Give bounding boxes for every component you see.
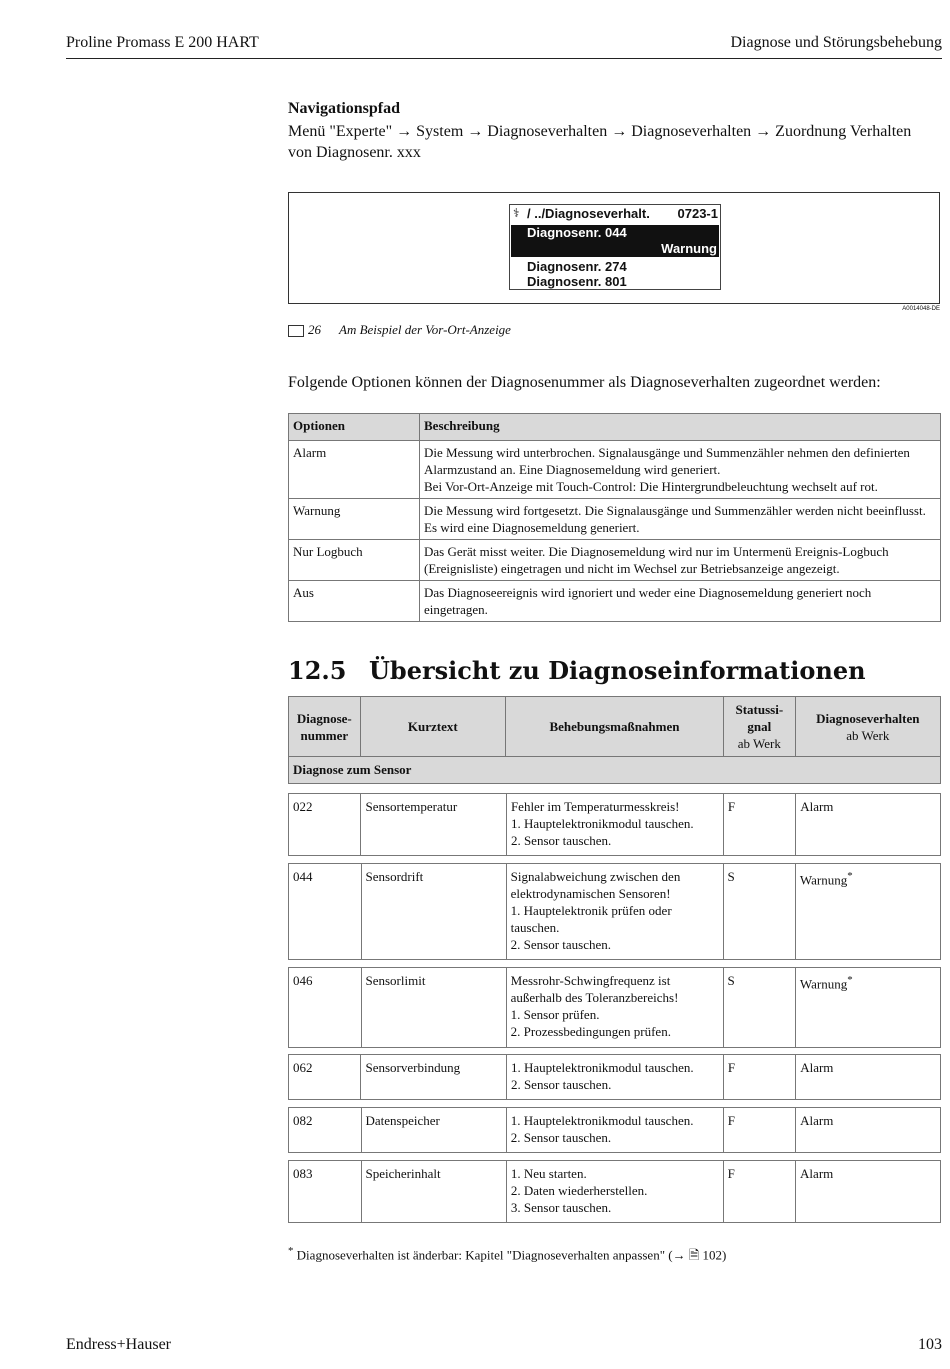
diagnose-nummer: 082 <box>289 1108 362 1153</box>
option-name: Alarm <box>289 441 420 499</box>
massnahme-line: 1. Hauptelektronik prüfen oder tauschen. <box>510 903 672 935</box>
display-figure <box>288 192 940 304</box>
diagnoseverhalten: Alarm <box>796 1161 941 1223</box>
figure-caption <box>288 322 511 338</box>
statussignal: S <box>723 968 795 1048</box>
display-item[interactable]: Diagnosenr. 274 <box>527 259 627 274</box>
display-title: / ../Diagnoseverhalt. <box>527 206 650 221</box>
kurztext: Speicherinhalt <box>361 1161 506 1223</box>
massnahmen <box>506 794 723 856</box>
massnahmen <box>506 1108 723 1153</box>
footnote-text: Diagnoseverhalten ist änderbar: Kapitel "Diagnoseverhalten anpassen" (→ <box>296 1247 686 1263</box>
massnahme-line: 3. Sensor tauschen. <box>510 1200 612 1215</box>
massnahme-line: 2. Sensor tauschen. <box>510 1130 612 1145</box>
navigation-title: Navigationspfad <box>288 100 401 117</box>
option-description: Die Messung wird fortgesetzt. Die Signalausgänge und Summenzähler werden nicht beeinflusst. Es wird eine Diagnosemeldung generiert. <box>420 499 941 540</box>
section-heading: Übersicht zu Diagnoseinformationen <box>369 656 866 685</box>
diagnosis-header-row <box>289 697 941 757</box>
table-row <box>288 1160 941 1223</box>
option-description: Das Gerät misst weiter. Die Diagnosemeldung wird nur im Untermenü Ereignis-Logbuch (Ereignisliste) eingetragen und nicht im Wechsel zur Betriebsanzeige angezeigt. <box>420 540 941 581</box>
massnahme-line: Fehler im Temperaturmesskreis! <box>510 799 680 814</box>
diagnose-nummer: 062 <box>289 1055 361 1100</box>
massnahme-line: 2. Sensor tauschen. <box>510 937 612 952</box>
options-header: Beschreibung <box>420 414 941 441</box>
statussignal: F <box>723 1161 795 1223</box>
footer-brand: Endress+Hauser <box>66 1336 171 1353</box>
description-line: Die Messung wird unterbrochen. Signalausgänge und Summenzähler nehmen den definierten Alarmzustand an. Eine Diagnosemeldung wird generiert. <box>424 445 910 477</box>
header-statussignal-sub: ab Werk <box>737 736 781 751</box>
page-number: 103 <box>918 1336 942 1353</box>
local-display <box>509 204 721 290</box>
footnote-mark: * <box>288 1245 294 1257</box>
option-description <box>420 441 941 499</box>
option-name: Nur Logbuch <box>289 540 420 581</box>
display-selected-label: Diagnosenr. 044 <box>527 225 627 240</box>
statussignal: F <box>723 1055 795 1100</box>
kurztext: Sensorverbindung <box>361 1055 506 1100</box>
table-row <box>289 499 941 540</box>
options-header-row <box>289 414 941 441</box>
kurztext: Sensortemperatur <box>361 794 506 856</box>
diagnoseverhalten <box>795 864 940 960</box>
header-diagnoseverhalten-sub: ab Werk <box>846 727 890 743</box>
statussignal: F <box>723 1108 795 1153</box>
display-selected-value: Warnung <box>661 241 717 256</box>
footnote-mark: * <box>847 870 853 882</box>
display-item[interactable]: Diagnosenr. 801 <box>527 274 627 289</box>
footnote-link[interactable]: 102) <box>702 1247 727 1263</box>
section-title <box>288 656 866 685</box>
massnahmen <box>506 1161 723 1223</box>
massnahme-line: 1. Sensor prüfen. <box>510 1007 600 1022</box>
massnahme-line: 1. Hauptelektronikmodul tauschen. <box>510 1060 694 1075</box>
footnote <box>288 1245 726 1268</box>
header-statussignal <box>723 697 795 757</box>
option-name: Aus <box>289 581 420 622</box>
table-row <box>289 581 941 622</box>
table-row <box>289 540 941 581</box>
diagnoseverhalten: Alarm <box>796 1108 941 1153</box>
massnahmen <box>506 1055 723 1100</box>
description-line: Bei Vor-Ort-Anzeige mit Touch-Control: Die Hintergrundbeleuchtung wechselt auf rot. <box>424 479 878 494</box>
massnahmen <box>506 864 723 960</box>
header-statussignal-label: Statussi-gnal <box>735 702 784 734</box>
figure-id: A0014048-DE <box>902 306 940 312</box>
diagnose-nummer: 022 <box>289 794 361 856</box>
page-icon: 🗎 <box>688 1247 700 1263</box>
header-diagnose-nummer: Diagnose-nummer <box>289 697 361 757</box>
options-header: Optionen <box>289 414 420 441</box>
massnahme-line: 2. Sensor tauschen. <box>510 833 612 848</box>
stethoscope-icon: ⚕ <box>513 206 520 220</box>
massnahme-line: 1. Hauptelektronikmodul tauschen. <box>510 1113 694 1128</box>
footnote-mark: * <box>847 974 853 986</box>
table-row <box>288 863 941 960</box>
header-kurztext: Kurztext <box>360 697 505 757</box>
table-row <box>288 967 941 1048</box>
header-diagnoseverhalten <box>795 697 940 757</box>
massnahmen <box>506 968 723 1048</box>
header-product-name: Proline Promass E 200 HART <box>66 34 259 51</box>
diagnoseverhalten: Alarm <box>796 794 941 856</box>
statussignal: S <box>723 864 795 960</box>
display-selected-item[interactable] <box>511 225 719 257</box>
display-header <box>510 205 720 223</box>
options-table <box>288 413 941 622</box>
header-massnahmen: Behebungsmaßnahmen <box>505 697 723 757</box>
table-row <box>289 441 941 499</box>
massnahme-line: 2. Daten wiederherstellen. <box>510 1183 648 1198</box>
section-number: 12.5 <box>288 656 347 685</box>
table-row <box>288 1054 941 1100</box>
diagnose-nummer: 044 <box>289 864 362 960</box>
massnahme-line: Signalabweichung zwischen den elektrodynamischen Sensoren! <box>510 869 681 901</box>
option-name: Warnung <box>289 499 420 540</box>
figure-icon <box>288 325 304 337</box>
kurztext: Sensorlimit <box>361 968 506 1048</box>
table-row <box>288 1107 941 1153</box>
verhalten-value: Warnung <box>799 872 848 888</box>
diagnose-nummer: 046 <box>289 968 362 1048</box>
figure-number: 26 <box>308 322 321 337</box>
diagnosis-table-header <box>288 696 941 784</box>
kurztext: Sensordrift <box>361 864 506 960</box>
diagnoseverhalten <box>795 968 940 1048</box>
header-diagnoseverhalten-label: Diagnoseverhalten <box>816 710 920 726</box>
massnahme-line: 2. Prozessbedingungen prüfen. <box>510 1024 671 1039</box>
display-code: 0723-1 <box>677 206 718 221</box>
massnahme-line: 1. Hauptelektronikmodul tauschen. <box>510 816 694 831</box>
header-rule <box>66 58 942 59</box>
diagnoseverhalten: Alarm <box>796 1055 941 1100</box>
option-description: Das Diagnoseereignis wird ignoriert und weder eine Diagnosemeldung generiert noch eingetragen. <box>420 581 941 622</box>
statussignal: F <box>723 794 795 856</box>
verhalten-value: Warnung <box>799 976 848 992</box>
massnahme-line: 2. Sensor tauschen. <box>510 1077 612 1092</box>
figure-caption-text: Am Beispiel der Vor-Ort-Anzeige <box>339 322 511 337</box>
navigation-path: Menü "Experte" → System → Diagnoseverhalten → Diagnoseverhalten → Zuordnung Verhalten von Diagnosenr. xxx <box>288 123 912 161</box>
table-row <box>288 793 941 856</box>
massnahme-line: Messrohr-Schwingfrequenz ist außerhalb des Toleranzbereichs! <box>510 973 679 1005</box>
group-row <box>289 757 941 784</box>
header-chapter-title: Diagnose und Störungsbehebung <box>730 34 942 51</box>
massnahme-line: 1. Neu starten. <box>510 1166 587 1181</box>
intro-text: Folgende Optionen können der Diagnosenummer als Diagnoseverhalten zugeordnet werden: <box>288 374 881 391</box>
diagnose-nummer: 083 <box>289 1161 362 1223</box>
group-label: Diagnose zum Sensor <box>289 757 941 784</box>
kurztext: Datenspeicher <box>361 1108 506 1153</box>
